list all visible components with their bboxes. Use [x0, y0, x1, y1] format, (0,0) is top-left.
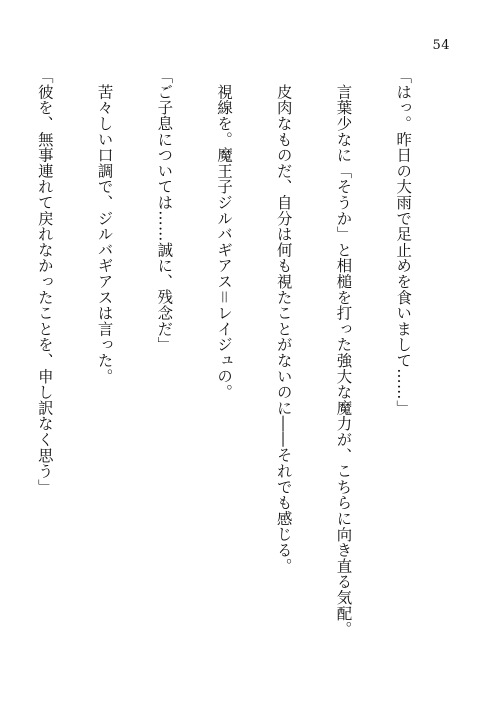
text-line: 「彼を、無事連れて戻れなかったことを、申し訳なく思う」: [35, 68, 54, 495]
text-line: 苦々しい口調で、ジルバギアスは言った。: [95, 68, 114, 384]
text-line: 言葉少なに「そうか」と相槌を打った強大な魔力が、こちらに向き直る気配。: [334, 68, 353, 637]
text-line: 皮肉なものだ、自分は何も視たことがないのに――それでも感じる。: [274, 68, 293, 574]
text-line: 「はっ。昨日の大雨で足止めを食いまして……」: [394, 68, 413, 416]
page-number: 54: [432, 38, 450, 53]
vertical-text-block: [35, 68, 452, 658]
text-line: 「ご子息については……誠に、残念だ」: [155, 68, 174, 353]
text-line: 視線を。魔王子ジルバギアス＝レイジュの。: [215, 68, 234, 400]
